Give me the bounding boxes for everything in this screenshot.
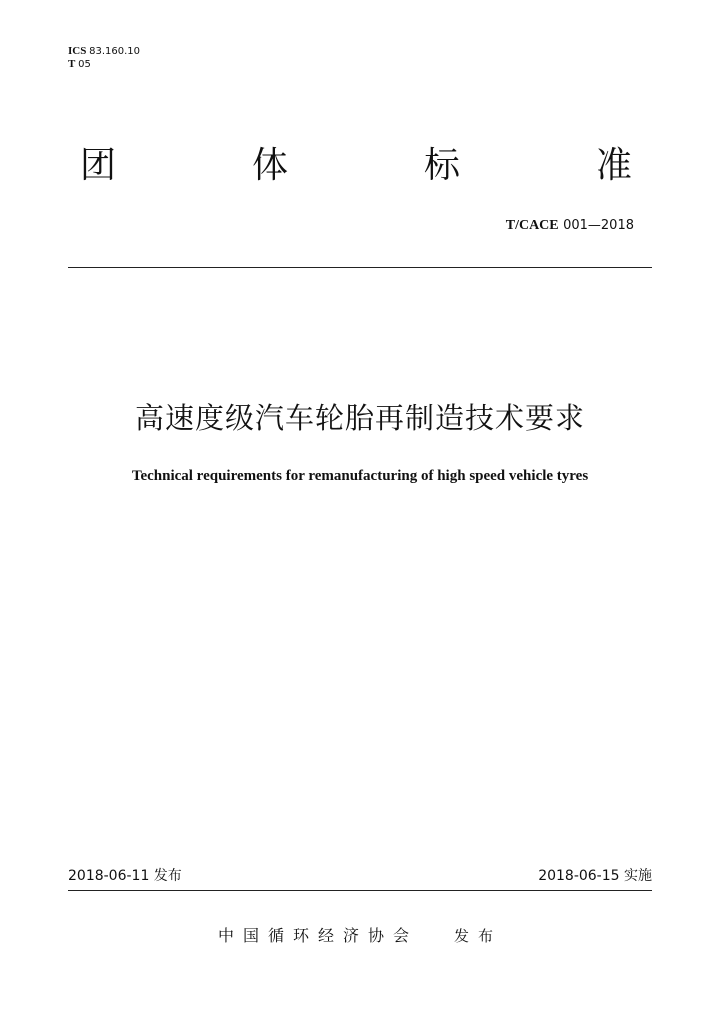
title-english: Technical requirements for remanufacturing of high speed vehicle tyres (131, 468, 589, 484)
top-divider (68, 267, 652, 268)
ics-code (68, 45, 140, 58)
ics-label: ICS (68, 45, 87, 57)
standard-number-value: 001—2018 (563, 218, 634, 233)
title-chinese: 高速度级汽车轮胎再制造技术要求 (134, 401, 585, 435)
publisher-line (0, 925, 720, 947)
standard-number-prefix: T/CACE (505, 218, 559, 233)
standard-type-char-1: 团 (80, 145, 117, 186)
standard-type-char-4: 准 (596, 145, 633, 186)
implementation-date: 2018-06-15 实施 (538, 868, 652, 884)
standard-type-heading (80, 143, 640, 189)
issue-date: 2018-06-11 发布 (68, 868, 182, 884)
ics-value: 83.160.10 (89, 46, 140, 57)
standard-number (506, 216, 634, 235)
classification-codes (68, 45, 140, 71)
ccs-code (68, 58, 140, 71)
publisher-action: 发布 (454, 927, 503, 945)
ccs-label: T (68, 58, 76, 70)
standard-type-char-2: 体 (252, 145, 289, 186)
bottom-divider (68, 890, 652, 891)
publisher-name: 中国循环经济协会 (217, 926, 418, 945)
ccs-value: 05 (78, 59, 91, 70)
standard-type-char-3: 标 (424, 145, 461, 186)
